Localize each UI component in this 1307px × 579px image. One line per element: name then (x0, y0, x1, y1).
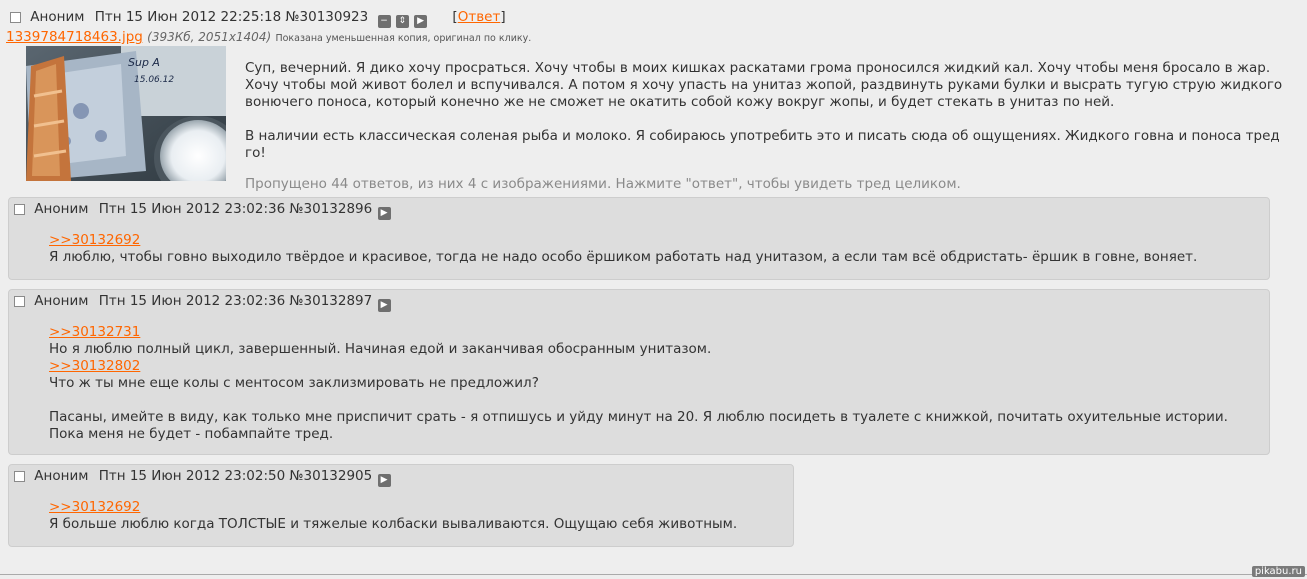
reply-date: Птн 15 Июн 2012 23:02:36 (98, 201, 286, 217)
op-reply-link-wrapper (452, 9, 505, 25)
op-reply-link[interactable]: Ответ (457, 9, 501, 25)
op-paragraph-2: В наличии есть классическая соленая рыба и молоко. Я собираюсь употребить это и писать сюда об ощущениях. Жидкого говна и поноса тред го! (245, 128, 1280, 161)
reply-text-line: Пока меня не будет - побампайте тред. (49, 426, 334, 442)
play-icon[interactable]: ▶ (378, 207, 391, 220)
play-icon[interactable]: ▶ (378, 299, 391, 312)
reply-message (49, 324, 1228, 443)
reply-header (14, 293, 391, 312)
op-poster-name: Аноним (30, 9, 85, 25)
reply-select-checkbox[interactable] (14, 471, 25, 482)
reply-text-line: Пасаны, имейте в виду, как только мне приспичит срать - я отпишусь и уйду минут на 20. Я люблю посидеть в туалете с книжкой, почитать охуительные истории. (49, 409, 1228, 425)
reply-number[interactable]: №30132896 (289, 201, 373, 217)
op-select-checkbox[interactable] (10, 12, 21, 23)
reply-message (49, 232, 1197, 266)
reply-blank-line (49, 392, 1228, 409)
photo-note-line1: Sup A (128, 56, 160, 69)
bottom-divider (0, 574, 1307, 575)
photo-fish-and-milk (26, 46, 226, 181)
reply-post (8, 289, 1270, 455)
op-post-number[interactable]: №30130923 (285, 9, 369, 25)
watermark: pikabu.ru (1252, 566, 1305, 577)
omitted-replies-notice: Пропущено 44 ответов, из них 4 с изображениями. Нажмите "ответ", чтобы увидеть тред целиком. (245, 176, 961, 192)
reply-date: Птн 15 Июн 2012 23:02:36 (98, 293, 286, 309)
reply-quote-link[interactable]: >>30132802 (49, 358, 141, 374)
reply-quote-link[interactable]: >>30132692 (49, 499, 141, 515)
minus-icon[interactable]: − (378, 15, 391, 28)
reply-text-line: Я больше люблю когда ТОЛСТЫЕ и тяжелые колбаски вываливаются. Ощущаю себя животным. (49, 516, 738, 532)
reply-text-line: Что ж ты мне еще колы с ментосом заклизмировать не предложил? (49, 375, 539, 391)
op-post-message (245, 60, 1285, 162)
reply-number[interactable]: №30132905 (289, 468, 373, 484)
bracket-open: [ (452, 9, 458, 25)
op-paragraph-1: Суп, вечерний. Я дико хочу просраться. Хочу чтобы в моих кишках раскатами грома проносился жидкий кал. Хочу чтобы меня бросало в жар. Хочу чтобы мой живот болел и вспучивался. А потом я хочу упасть на унитаз жопой, раздвинуть руками булки и высрать тугую струю жидкого вонючего поноса, который конечно же не сможет не окатить собой кожу вокруг жопы, и будет стекать в унитаз по ней. (245, 60, 1283, 110)
reply-poster-name: Аноним (34, 468, 89, 484)
play-icon[interactable]: ▶ (414, 15, 427, 28)
op-thumbnail-image[interactable] (26, 46, 226, 181)
op-file-note: Показана уменьшенная копия, оригинал по клику. (275, 33, 532, 44)
reply-text-line: Я люблю, чтобы говно выходило твёрдое и красивое, тогда не надо особо ёршиком работать над унитазом, а если там всё обдристать- ёршик в говне, воняет. (49, 249, 1198, 265)
reply-header (14, 201, 391, 220)
bracket-close: ] (500, 9, 506, 25)
op-post-header (10, 9, 506, 28)
expand-arrows-icon[interactable]: ⇕ (396, 15, 409, 28)
reply-poster-name: Аноним (34, 293, 89, 309)
reply-quote-link[interactable]: >>30132731 (49, 324, 141, 340)
reply-post (8, 464, 794, 547)
reply-header (14, 468, 391, 487)
reply-number[interactable]: №30132897 (289, 293, 373, 309)
reply-quote-link[interactable]: >>30132692 (49, 232, 141, 248)
op-post-date: Птн 15 Июн 2012 22:25:18 (94, 9, 282, 25)
reply-select-checkbox[interactable] (14, 296, 25, 307)
reply-post (8, 197, 1270, 280)
reply-text-line: Но я люблю полный цикл, завершенный. Начиная едой и заканчивая обосранным унитазом. (49, 341, 712, 357)
op-file-info (6, 29, 531, 45)
reply-date: Птн 15 Июн 2012 23:02:50 (98, 468, 286, 484)
reply-poster-name: Аноним (34, 201, 89, 217)
play-icon[interactable]: ▶ (378, 474, 391, 487)
photo-note-line2: 15.06.12 (134, 75, 175, 85)
reply-select-checkbox[interactable] (14, 204, 25, 215)
op-file-meta: (393Кб, 2051x1404) (147, 30, 272, 44)
reply-message (49, 499, 737, 533)
op-file-link[interactable]: 1339784718463.jpg (6, 29, 143, 45)
